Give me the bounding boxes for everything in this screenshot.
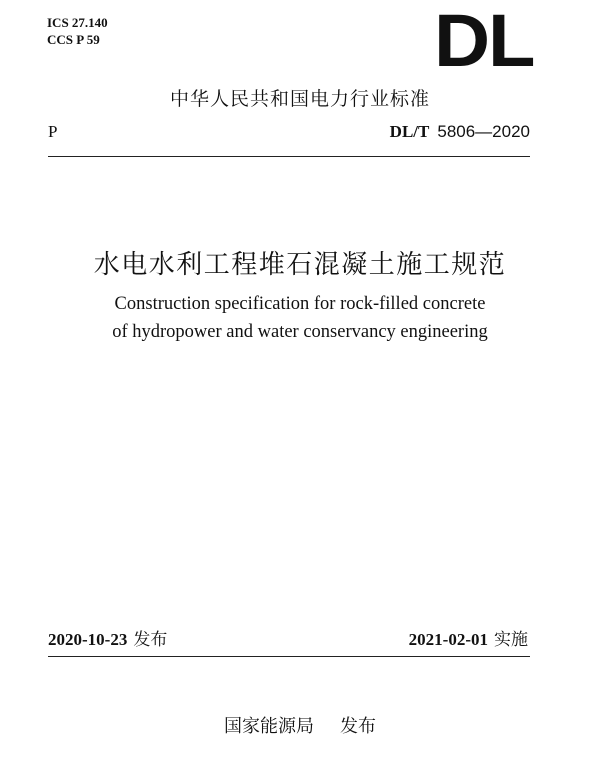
ics-code-block <box>47 14 108 48</box>
ics-code: ICS 27.140 <box>47 15 108 30</box>
publish-date: 2020-10-23 <box>48 630 128 649</box>
standard-code: 5806—2020 <box>437 122 530 141</box>
dl-logo: DL <box>434 0 534 82</box>
implement-label: 实施 <box>494 630 528 650</box>
ccs-code: CCS P 59 <box>47 32 100 47</box>
document-title-en-line2: of hydropower and water conservancy engineering <box>112 322 488 342</box>
publish-date-block <box>48 625 167 650</box>
top-divider <box>48 156 530 157</box>
issuer-action: 发布 <box>340 716 376 737</box>
bottom-divider <box>48 656 530 657</box>
document-title-en-line1: Construction specification for rock-filled concrete <box>114 294 486 314</box>
publish-label: 发布 <box>133 630 168 650</box>
standard-number <box>390 122 530 142</box>
issuer-name: 国家能源局 <box>224 716 314 737</box>
industry-standard-title: 中华人民共和国电力行业标准 <box>169 88 430 110</box>
issuer-line <box>0 712 600 738</box>
standard-prefix: DL/T <box>389 122 430 141</box>
implement-date: 2021-02-01 <box>408 630 488 649</box>
classification-code: P <box>48 122 58 141</box>
implement-date-block <box>409 625 528 650</box>
document-title-zh: 水电水利工程堆石混凝土施工规范 <box>93 250 507 280</box>
